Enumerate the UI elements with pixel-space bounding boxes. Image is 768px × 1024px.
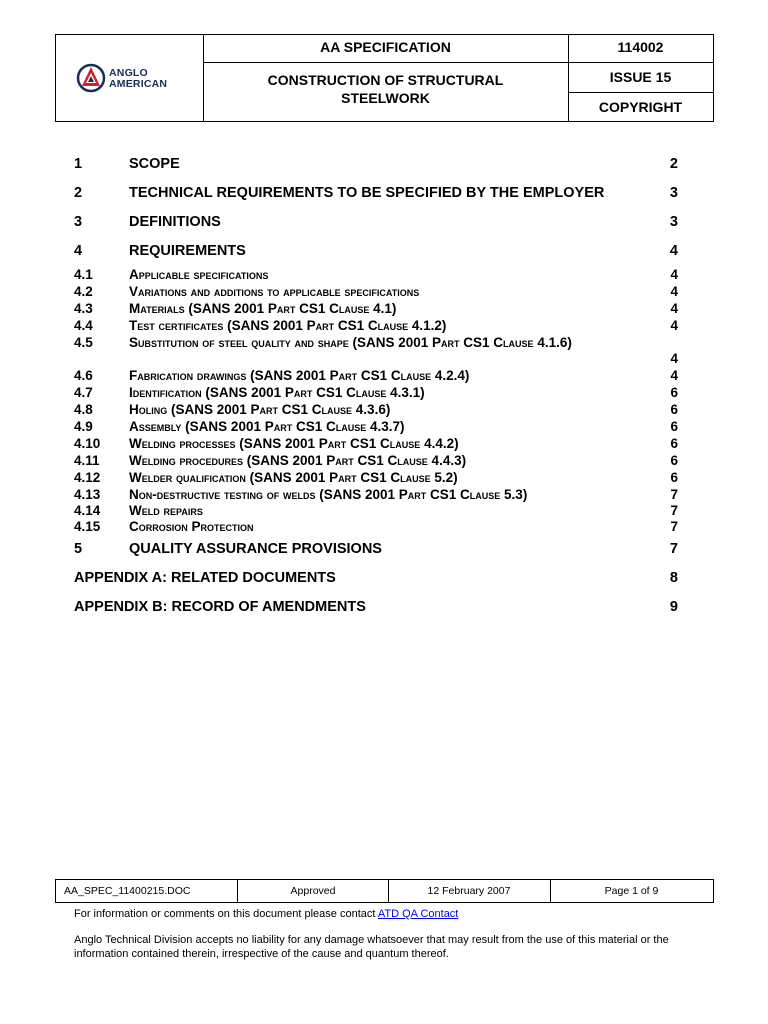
toc-number: 4.9 [74,419,93,434]
toc-title: Non-destructive testing of welds (SANS 2001 Part CS1 Clause 5.3) [129,487,528,502]
disclaimer-text: Anglo Technical Division accepts no liability for any damage whatsoever that may result from the use of this material or the information contained therein, irrespective of the cause and quantum thereof. [74,934,669,960]
toc-number: 4.6 [74,368,93,383]
document-title [203,71,568,107]
toc-number: 1 [74,156,83,172]
toc-title: Test certificates (SANS 2001 Part CS1 Clause 4.1.2) [129,318,447,333]
toc-page: 7 [670,487,678,502]
toc-number: 4.3 [74,301,93,316]
toc-title: APPENDIX A: RELATED DOCUMENTS [74,570,336,586]
toc-title: Materials (SANS 2001 Part CS1 Clause 4.1) [129,301,397,316]
toc-title: Identification (SANS 2001 Part CS1 Clause 4.3.1) [129,385,425,400]
toc-page: 4 [670,284,678,299]
document-header [55,34,714,122]
toc-title: Fabrication drawings (SANS 2001 Part CS1 Clause 4.2.4) [129,368,470,383]
toc-title: Variations and additions to applicable specifications [129,284,420,299]
toc-title: QUALITY ASSURANCE PROVISIONS [129,541,382,557]
company-logo [76,61,186,95]
title-line2: STEELWORK [341,90,430,106]
toc-number: 2 [74,185,83,201]
contact-line [74,908,458,920]
toc-title: Welding procedures (SANS 2001 Part CS1 Clause 4.4.3) [129,453,467,468]
toc-title: Weld repairs [129,503,203,518]
toc-title: SCOPE [129,156,180,172]
toc-page: 4 [670,368,678,383]
toc-title: Welder qualification (SANS 2001 Part CS1 Clause 5.2) [129,470,458,485]
title-cell [203,35,569,121]
logo-text-line1: ANGLO [109,67,148,79]
toc-page: 6 [670,436,678,451]
toc-title: Applicable specifications [129,267,269,282]
toc-page: 3 [669,185,678,201]
contact-text: For information or comments on this document please contact [74,908,378,920]
toc-page: 4 [669,243,678,259]
toc-page: 8 [669,570,678,586]
toc-number: 4.1 [74,267,93,282]
footer-status: Approved [238,880,389,902]
footer-page: Page 1 of 9 [604,885,659,897]
toc-page: 2 [669,156,678,172]
toc-number: 4.8 [74,402,93,417]
title-line1: CONSTRUCTION OF STRUCTURAL [267,72,504,88]
toc-page: 6 [670,453,678,468]
toc-page: 6 [670,470,678,485]
toc-page: 6 [670,385,678,400]
footer-date: 12 February 2007 [388,880,551,902]
toc-page-4-5: 4 [670,351,678,366]
contact-link[interactable]: ATD QA Contact [377,908,459,920]
toc-page: 3 [669,214,678,230]
toc-title: Substitution of steel quality and shape (SANS 2001 Part CS1 Clause 4.1.6) [129,335,572,350]
toc-number: 4.5 [74,335,93,350]
copyright-label: COPYRIGHT [598,99,683,115]
toc-number: 4.10 [74,436,101,451]
toc-page: 4 [670,267,678,282]
toc-title: REQUIREMENTS [129,243,246,259]
toc-number: 4.4 [74,318,93,333]
toc-title: Assembly (SANS 2001 Part CS1 Clause 4.3.7) [129,419,405,434]
toc-page: 9 [669,599,678,615]
toc-title: Holing (SANS 2001 Part CS1 Clause 4.3.6) [129,402,391,417]
toc-title: TECHNICAL REQUIREMENTS TO BE SPECIFIED BY THE EMPLOYER [129,185,605,201]
toc-page: 6 [670,402,678,417]
toc-page: 7 [669,541,678,557]
toc-number: 3 [74,214,83,230]
toc-page: 7 [670,503,678,518]
spec-type: AA SPECIFICATION [203,35,568,63]
toc-title: Welding processes (SANS 2001 Part CS1 Clause 4.4.2) [129,436,459,451]
toc-page: 4 [670,301,678,316]
doc-info-cell [568,35,713,121]
toc-title: Corrosion Protection [129,519,254,534]
toc-title: DEFINITIONS [129,214,221,230]
toc-title: APPENDIX B: RECORD OF AMENDMENTS [74,599,366,615]
doc-number: 114002 [568,35,713,63]
toc-page: 4 [670,318,678,333]
toc-number: 4.11 [74,453,100,468]
toc-number: 5 [74,541,83,557]
toc-number: 4.12 [74,470,101,485]
issue-number: ISSUE 15 [568,63,713,93]
toc-number: 4.14 [74,503,101,518]
toc-number: 4.15 [74,519,101,534]
footer-filename: AA_SPEC_11400215.DOC [56,880,238,902]
toc-page: 7 [670,519,678,534]
document-footer [55,879,714,903]
toc-number: 4.2 [74,284,93,299]
toc-number: 4.7 [74,385,93,400]
toc-page: 6 [670,419,678,434]
logo-cell [56,35,204,121]
logo-text-line2: AMERICAN [109,78,168,90]
toc-number: 4.13 [74,487,101,502]
anglo-american-logo-icon [76,61,106,95]
toc-number: 4 [74,243,83,259]
